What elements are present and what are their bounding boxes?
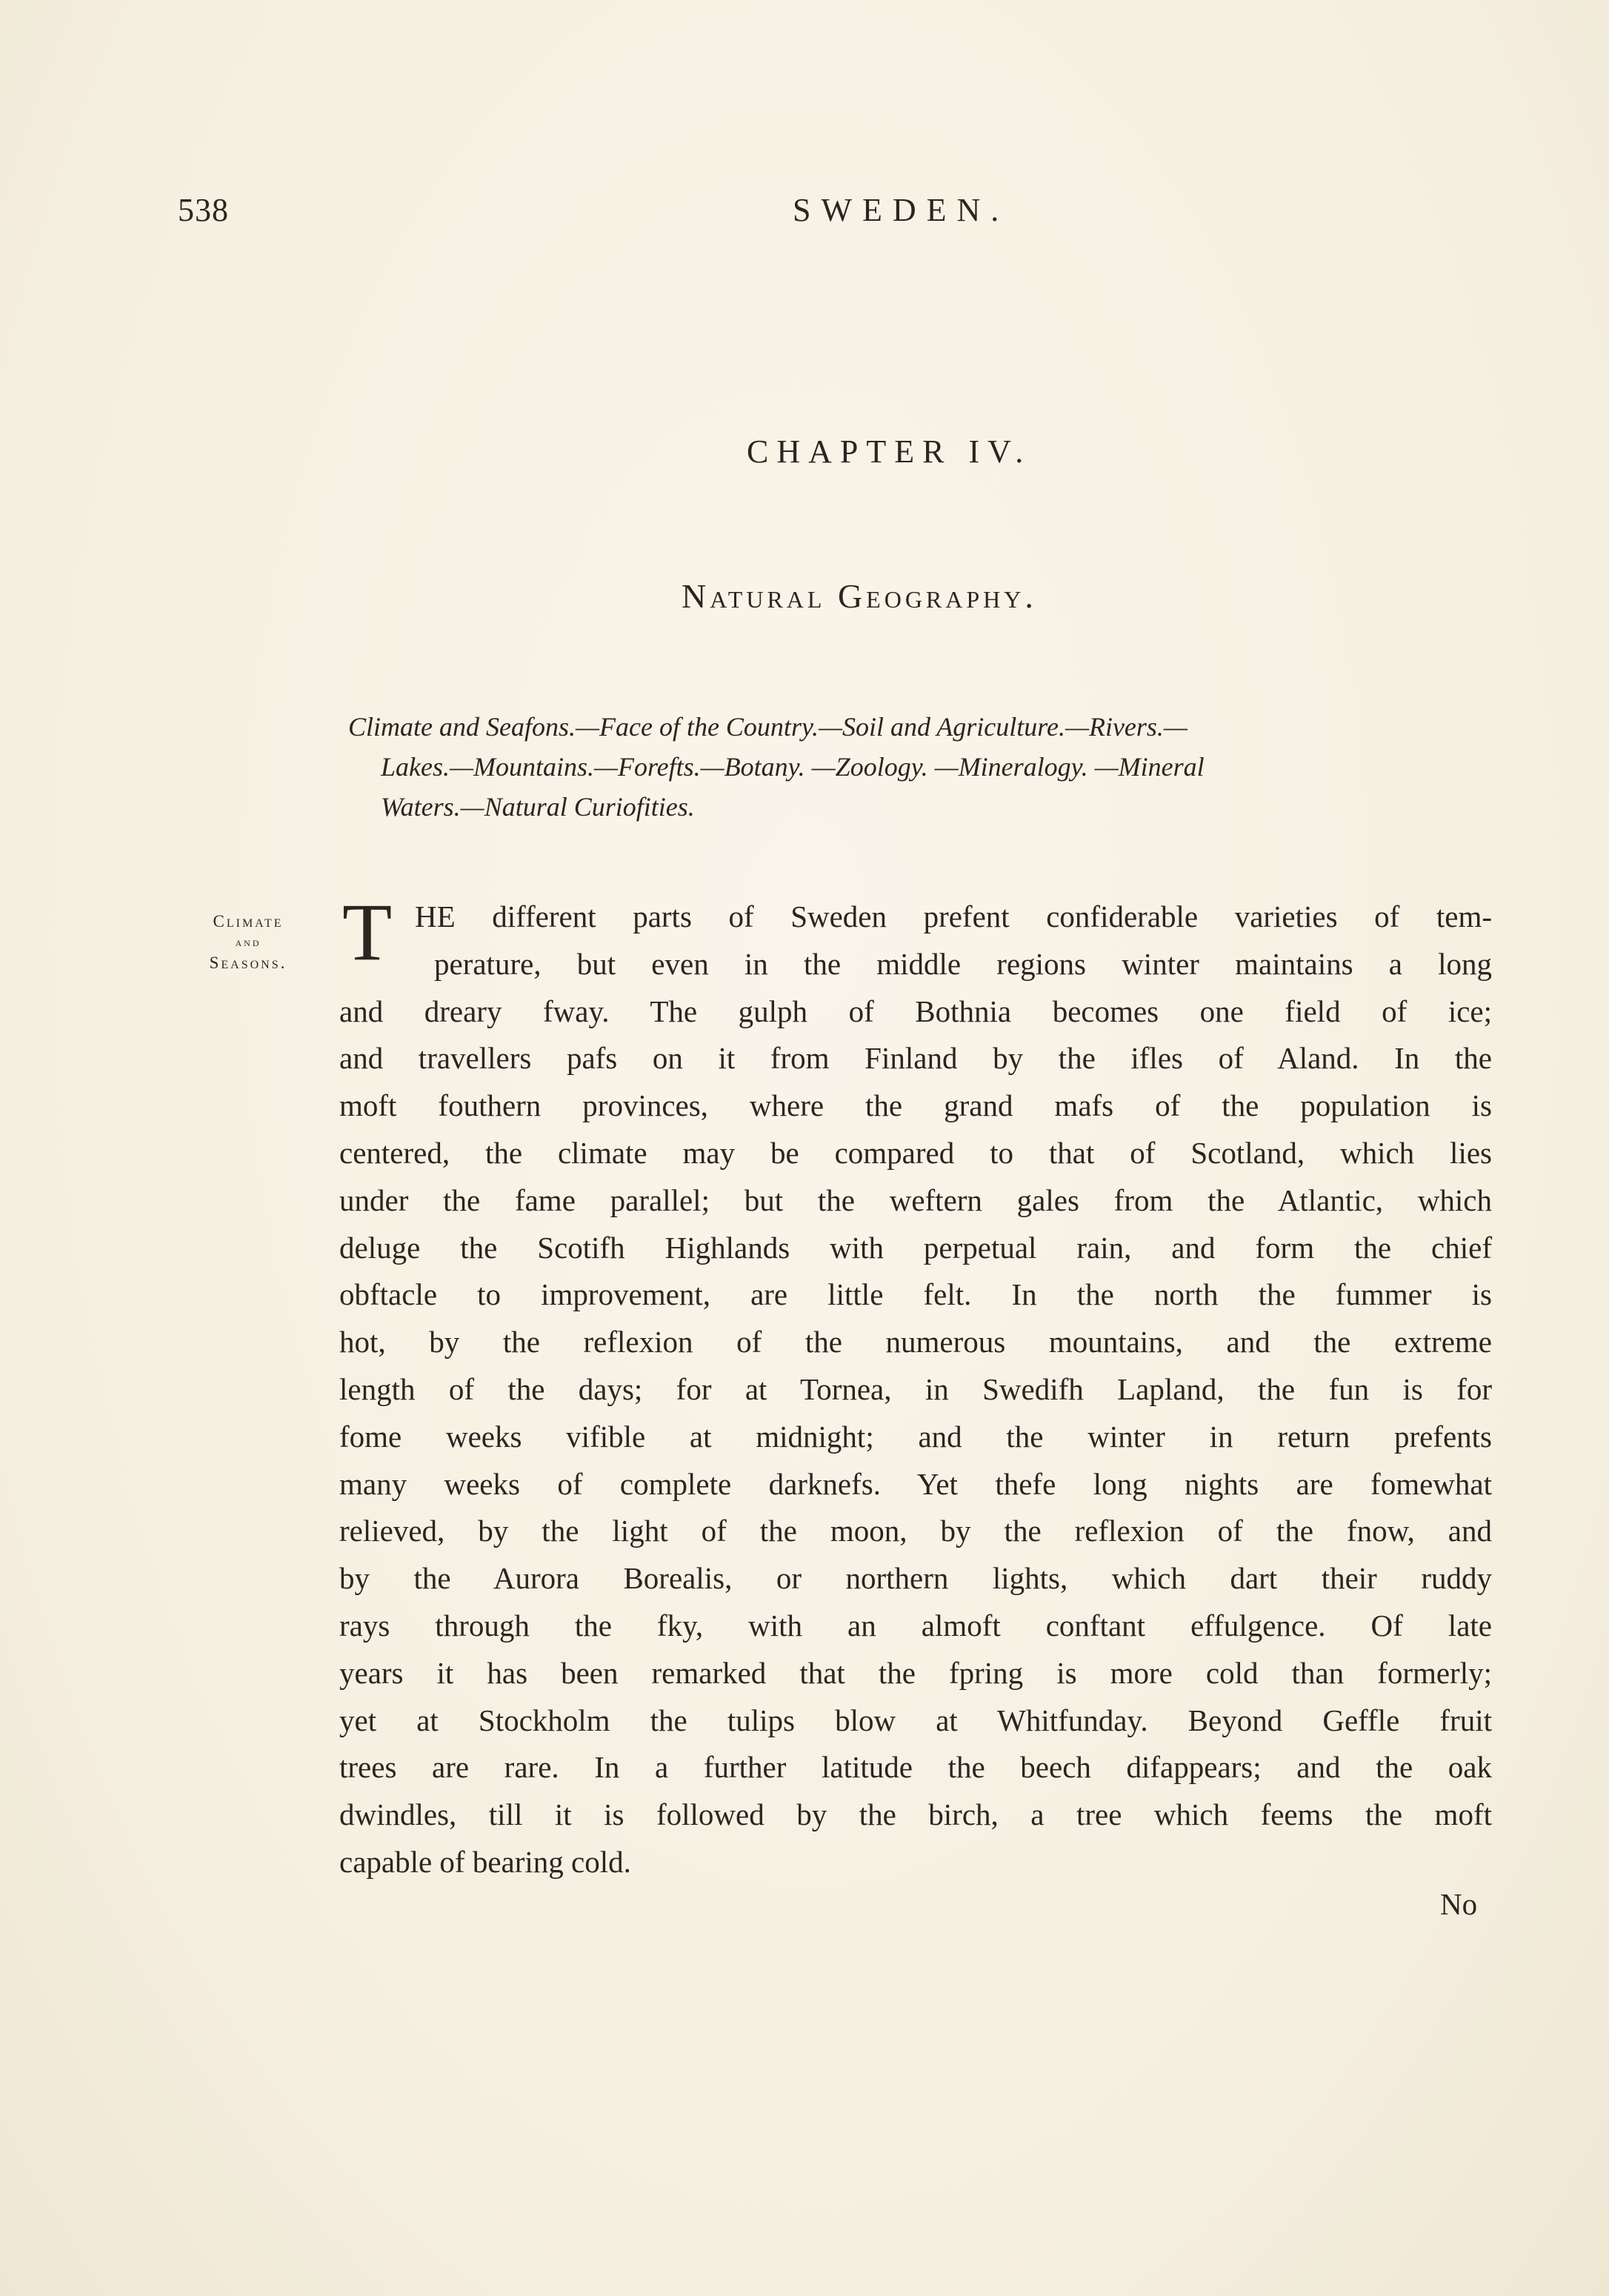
body-line: rays through the fky, with an almoft conftant effulgence. Of late xyxy=(339,1608,1492,1643)
section-title: Natural Geography. xyxy=(682,577,1037,615)
body-line: many weeks of complete darknefs. Yet thefe long nights are fomewhat xyxy=(339,1466,1492,1501)
body-line: by the Aurora Borealis, or northern lights, which dart their ruddy xyxy=(339,1561,1492,1596)
body-line: capable of bearing cold. xyxy=(339,1844,631,1879)
body-text xyxy=(339,941,1492,1886)
body-line: under the fame parallel; but the weftern gales from the Atlantic, which xyxy=(339,1182,1492,1217)
body-line: years it has been remarked that the fpring is more cold than formerly; xyxy=(339,1655,1492,1690)
contents-line: Climate and Seafons.—Face of the Country.—Soil and Agriculture.—Rivers.— xyxy=(348,712,1187,742)
body-line: trees are rare. In a further latitude the beech difappears; and the oak xyxy=(339,1750,1492,1785)
chapter-title: CHAPTER IV. xyxy=(747,433,1032,470)
body-line: relieved, by the light of the moon, by the reflexion of the fnow, and xyxy=(339,1514,1492,1548)
chapter-contents xyxy=(348,707,1504,827)
body-line: hot, by the reflexion of the numerous mountains, and the extreme xyxy=(339,1325,1492,1360)
body-line: obftacle to improvement, are little felt. In the north the fummer is xyxy=(339,1277,1492,1312)
body-line: centered, the climate may be compared to that of Scotland, which lies xyxy=(339,1135,1492,1170)
body-first-line: HE different parts of Sweden prefent confiderable varieties of tem- xyxy=(415,899,1492,934)
body-line: length of the days; for at Tornea, in Swedifh Lapland, the fun is for xyxy=(339,1371,1492,1406)
body-line: deluge the Scotifh Highlands with perpetual rain, and form the chief xyxy=(339,1230,1492,1265)
running-head: SWEDEN. xyxy=(793,192,1010,228)
body-line: and travellers pafs on it from Finland by the ifles of Aland. In the xyxy=(339,1041,1492,1076)
margin-note-line: Climate xyxy=(213,912,284,931)
page-number: 538 xyxy=(178,192,229,228)
drop-cap: T xyxy=(342,887,393,977)
margin-note-line: Seasons. xyxy=(209,954,287,972)
body-line: fome weeks vifible at midnight; and the winter in return prefents xyxy=(339,1419,1492,1454)
margin-note-line: and xyxy=(235,935,261,949)
body-line: moft fouthern provinces, where the grand mafs of the population is xyxy=(339,1088,1492,1123)
body-line: and dreary fway. The gulph of Bothnia becomes one field of ice; xyxy=(339,994,1492,1028)
body-line: perature, but even in the middle regions winter maintains a long xyxy=(434,946,1492,981)
margin-note xyxy=(185,911,311,974)
contents-line: Waters.—Natural Curiofities. xyxy=(381,792,695,822)
body-line: dwindles, till it is followed by the birch, a tree which feems the moft xyxy=(339,1797,1492,1832)
contents-line: Lakes.—Mountains.—Forefts.—Botany. —Zoology. —Mineralogy. —Mineral xyxy=(381,752,1205,782)
catchword: No xyxy=(1440,1887,1478,1921)
body-line: yet at Stockholm the tulips blow at Whitfunday. Beyond Geffle fruit xyxy=(339,1703,1492,1737)
